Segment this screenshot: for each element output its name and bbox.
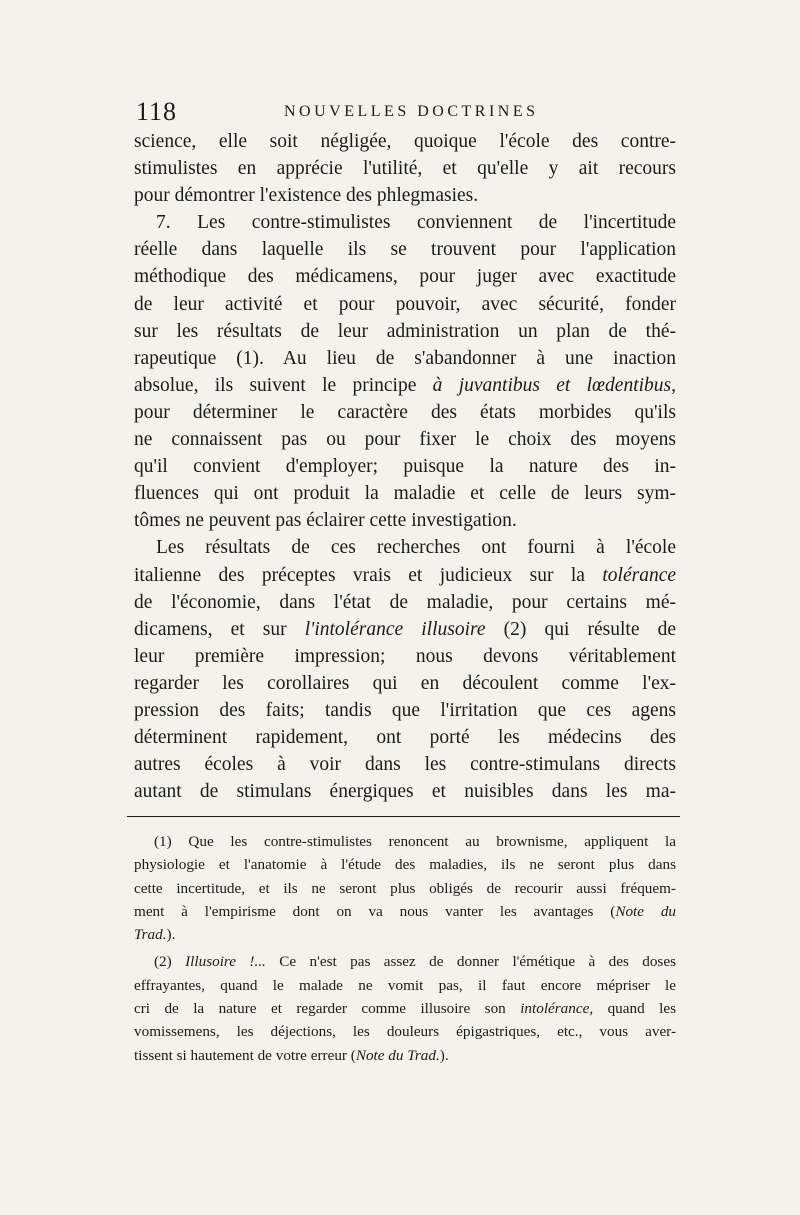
- footnote-line: [134, 900, 676, 923]
- footnote-line: (1) Que les contre-stimulistes renoncent au brownisme, appliquent la: [154, 833, 676, 850]
- text-line: de l'économie, dans l'état de maladie, pour certains mé-: [134, 591, 676, 613]
- text-segment: tissent si hautement de votre erreur (: [134, 1046, 356, 1064]
- text-segment: ).: [439, 1046, 449, 1064]
- footnote-divider: [127, 816, 680, 817]
- text-segment: absolue, ils suivent le principe: [134, 374, 433, 396]
- text-segment: ).: [166, 926, 176, 944]
- text-line: rapeutique (1). Au lieu de s'abandonner à une inaction: [134, 347, 676, 369]
- text-segment: italienne des préceptes vrais et judicieux sur la: [134, 564, 603, 586]
- text-line: de leur activité et pour pouvoir, avec sécurité, fonder: [134, 293, 676, 315]
- text-line: leur première impression; nous devons véritablement: [134, 645, 676, 667]
- text-line: déterminent rapidement, ont porté les médecins des: [134, 727, 676, 749]
- footnote-line: [134, 997, 676, 1020]
- text-segment: (2): [154, 953, 186, 971]
- italic-phrase: Trad.: [134, 926, 167, 944]
- text-line: science, elle soit négligée, quoique l'école des contre-: [134, 131, 676, 152]
- text-line: Les résultats de ces recherches ont fourni à l'école: [156, 537, 676, 559]
- italic-phrase: intolérance: [520, 1000, 590, 1018]
- text-line: [134, 372, 676, 399]
- footnote-line: effrayantes, quand le malade ne vomit pas, il faut encore mépriser le: [134, 976, 676, 994]
- italic-phrase: Note du: [615, 902, 676, 920]
- italic-phrase: Illusoire !...: [185, 953, 266, 971]
- italic-phrase: à juvantibus et lœdentibus,: [432, 374, 676, 396]
- footnote-line: vomissemens, les déjections, les douleurs épigastriques, etc., vous aver-: [134, 1023, 676, 1041]
- page-number: 118: [136, 97, 178, 126]
- footnote-line: physiologie et l'anatomie à l'étude des maladies, ils ne seront plus dans: [134, 856, 676, 874]
- italic-phrase: l'intolérance illusoire: [304, 618, 486, 640]
- italic-phrase: Note du Trad.: [355, 1046, 440, 1064]
- text-line: pour démontrer l'existence des phlegmasies.: [134, 185, 479, 207]
- text-segment: ment à l'empirisme dont on va nous vanter les avantages (: [134, 902, 616, 920]
- text-segment: Ce n'est pas assez de donner l'émétique à des doses: [265, 953, 676, 971]
- text-line: tômes ne peuvent pas éclairer cette investigation.: [134, 510, 517, 532]
- text-segment: (2) qui résulte de: [485, 618, 676, 640]
- text-line: autant de stimulans énergiques et nuisibles dans les ma-: [134, 781, 676, 803]
- text-line: [134, 562, 676, 589]
- text-line: ne connaissent pas ou pour fixer le choix des moyens: [134, 429, 676, 451]
- text-segment: dicamens, et sur: [134, 618, 305, 640]
- footnote-line: [134, 923, 676, 946]
- text-line: sur les résultats de leur administration un plan de thé-: [134, 320, 676, 342]
- text-line: qu'il convient d'employer; puisque la nature des in-: [134, 456, 676, 478]
- text-line: pour déterminer le caractère des états morbides qu'ils: [134, 401, 676, 423]
- text-line: [134, 616, 676, 643]
- running-title: NOUVELLES DOCTRINES: [284, 103, 539, 120]
- text-line: pression des faits; tandis que l'irritation que ces agens: [134, 699, 676, 721]
- footnotes: [134, 830, 676, 1067]
- text-line: 7. Les contre-stimulistes conviennent de l'incertitude: [156, 212, 676, 234]
- text-line: regarder les corollaires qui en découlent comme l'ex-: [134, 672, 676, 694]
- text-line: autres écoles à voir dans les contre-stimulans directs: [134, 754, 676, 776]
- text-line: fluences qui ont produit la maladie et celle de leurs sym-: [134, 483, 676, 505]
- footnote-line: [134, 950, 676, 973]
- main-text: [134, 128, 676, 805]
- italic-phrase: tolérance: [602, 564, 676, 586]
- text-line: réelle dans laquelle ils se trouvent pour l'application: [134, 239, 676, 261]
- text-line: méthodique des médicamens, pour juger avec exactitude: [134, 266, 676, 288]
- text-segment: , quand les: [589, 1000, 676, 1018]
- footnote-line: [134, 1044, 676, 1067]
- page-header: [136, 97, 696, 127]
- footnote-line: cette incertitude, et ils ne seront plus obligés de recourir aussi fréquem-: [134, 879, 676, 897]
- text-line: stimulistes en apprécie l'utilité, et qu'elle y ait recours: [134, 158, 676, 180]
- text-segment: cri de la nature et regarder comme illusoire son: [134, 1000, 521, 1018]
